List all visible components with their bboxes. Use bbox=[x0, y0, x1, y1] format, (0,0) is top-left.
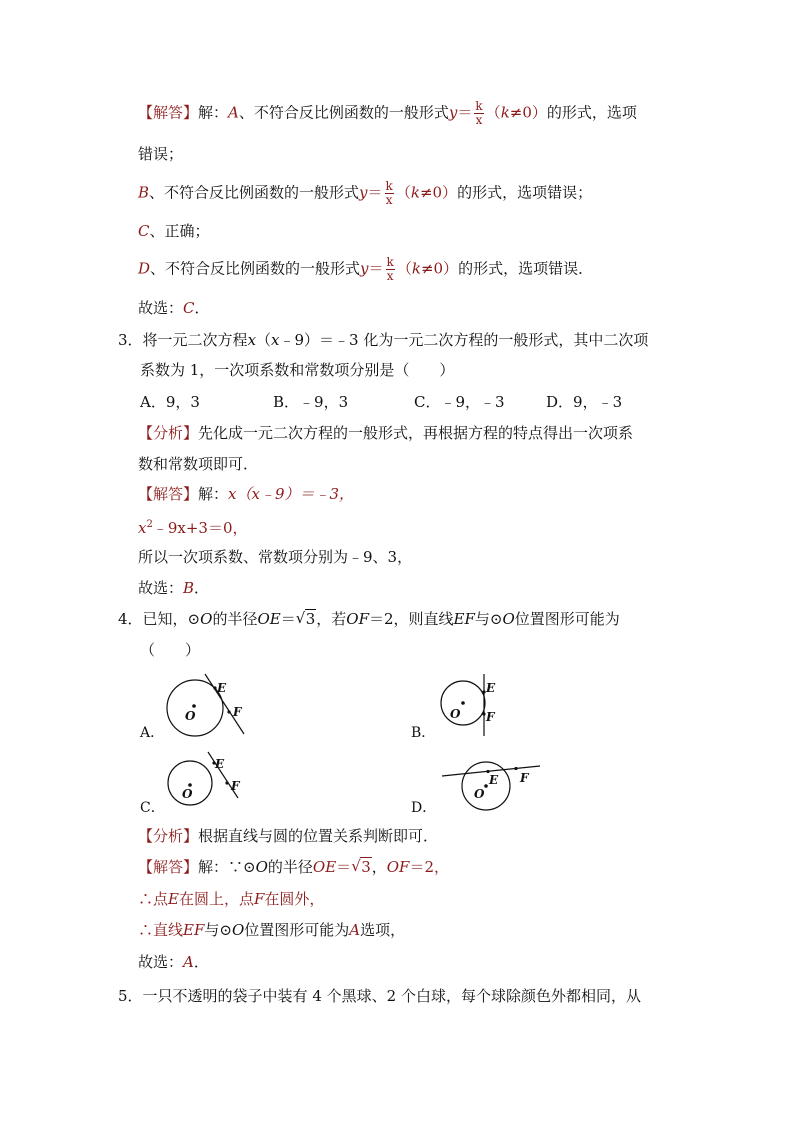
sqrt-3: √ 3 bbox=[296, 609, 317, 629]
q3-solution-line-2: $x^2﹣9x+3=0$， bbox=[138, 519, 248, 537]
fraction-k-over-x: $\frac{k}{x}$ bbox=[475, 99, 483, 127]
label-e: E bbox=[489, 773, 499, 787]
q3-stem-line-2: 系数为 1，一次项系数和常数项分别是（ ） bbox=[140, 361, 455, 379]
q3-option-b[interactable]: B．﹣9，3 bbox=[273, 393, 349, 411]
center-point bbox=[461, 701, 465, 705]
fraction-k-over-x: $\frac{k}{x}$ bbox=[385, 179, 393, 207]
q3-analysis-line-2: 数和常数项即可． bbox=[138, 455, 259, 473]
label-f: F bbox=[520, 771, 529, 785]
center-point bbox=[192, 704, 196, 708]
q3-option-c[interactable]: C．﹣9，﹣3 bbox=[414, 393, 505, 411]
prev-solution-line-3: B、不符合反比例函数的一般形式y＝ $\frac{k}{x}$ （k≠0）的形式，选项错误； bbox=[138, 179, 593, 207]
q4-stem-line-2: （ ） bbox=[140, 641, 201, 659]
q3-answer: 故选：B． bbox=[138, 579, 210, 597]
point-f bbox=[514, 767, 517, 770]
label-f: F bbox=[486, 710, 495, 724]
q3-analysis-line-1: 【分析】先化成一元二次方程的一般形式，再根据方程的特点得出一次项系 bbox=[138, 424, 634, 442]
prev-solution-line-2: 错误； bbox=[138, 145, 184, 163]
sqrt-3: √ 3 bbox=[351, 857, 372, 877]
q5-stem-line-1: 5．一只不透明的袋子中装有 4 个黑球、2 个白球，每个球除颜色外都相同，从 bbox=[118, 987, 641, 1005]
q3-solution-line-1: 【解答】解：x（x﹣9）＝﹣3， bbox=[138, 485, 355, 503]
q3-option-d[interactable]: D．9，﹣3 bbox=[546, 393, 623, 411]
q3-stem-line-1: 3．将一元二次方程x（x﹣9）＝﹣3 化为一元二次方程的一般形式，其中二次项 bbox=[118, 331, 649, 349]
label-o: O bbox=[474, 787, 485, 801]
center-point bbox=[484, 784, 488, 788]
label-f: F bbox=[233, 705, 242, 719]
q4-solution-line-2: ∴点E在圆上，点F在圆外， bbox=[138, 890, 325, 908]
q4-solution-line-3: ∴直线EF与⊙O位置图形可能为A选项， bbox=[138, 921, 406, 939]
q4-figure-b bbox=[436, 670, 516, 740]
label-o: O bbox=[185, 709, 196, 723]
q4-solution-line-1: 【解答】解：∵⊙O的半径OE＝√ 3，OF＝2， bbox=[138, 857, 449, 877]
q4-option-d-label[interactable]: D． bbox=[411, 800, 437, 816]
q4-option-a-label[interactable]: A． bbox=[140, 725, 165, 741]
prev-answer: 故选：C． bbox=[138, 299, 210, 317]
label-e: E bbox=[486, 681, 496, 695]
label-f: F bbox=[231, 779, 240, 793]
label-o: O bbox=[450, 707, 461, 721]
label-o: O bbox=[182, 787, 193, 801]
q3-solution-line-3: 所以一次项系数、常数项分别为﹣9、3， bbox=[138, 548, 413, 566]
point-f bbox=[225, 781, 228, 784]
q4-option-b-label[interactable]: B． bbox=[411, 725, 436, 741]
prev-solution-line-5: D、不符合反比例函数的一般形式y＝ $\frac{k}{x}$ （k≠0）的形式，选项错误． bbox=[138, 255, 594, 283]
prev-solution-line-1: 【解答】解：A、不符合反比例函数的一般形式y＝ $\frac{k}{x}$ （k≠0）的形式，选项 bbox=[138, 99, 637, 127]
prev-solution-line-4: C、正确； bbox=[138, 222, 210, 240]
q4-analysis: 【分析】根据直线与圆的位置关系判断即可． bbox=[138, 827, 439, 845]
q4-stem-line-1: 4．已知，⊙O的半径OE＝√ 3，若OF＝2，则直线EF与⊙O位置图形可能为 bbox=[118, 609, 620, 629]
q4-option-c-label[interactable]: C． bbox=[140, 800, 165, 816]
q3-option-a[interactable]: A．9，3 bbox=[140, 393, 200, 411]
label-e: E bbox=[217, 681, 227, 695]
label-e: E bbox=[215, 757, 225, 771]
point-f bbox=[227, 710, 230, 713]
q4-figure-c bbox=[160, 748, 260, 813]
q4-figure-a bbox=[160, 670, 260, 740]
q4-answer: 故选：A． bbox=[138, 953, 209, 971]
q4-figure-d bbox=[436, 748, 546, 813]
fraction-k-over-x: $\frac{k}{x}$ bbox=[386, 255, 394, 283]
